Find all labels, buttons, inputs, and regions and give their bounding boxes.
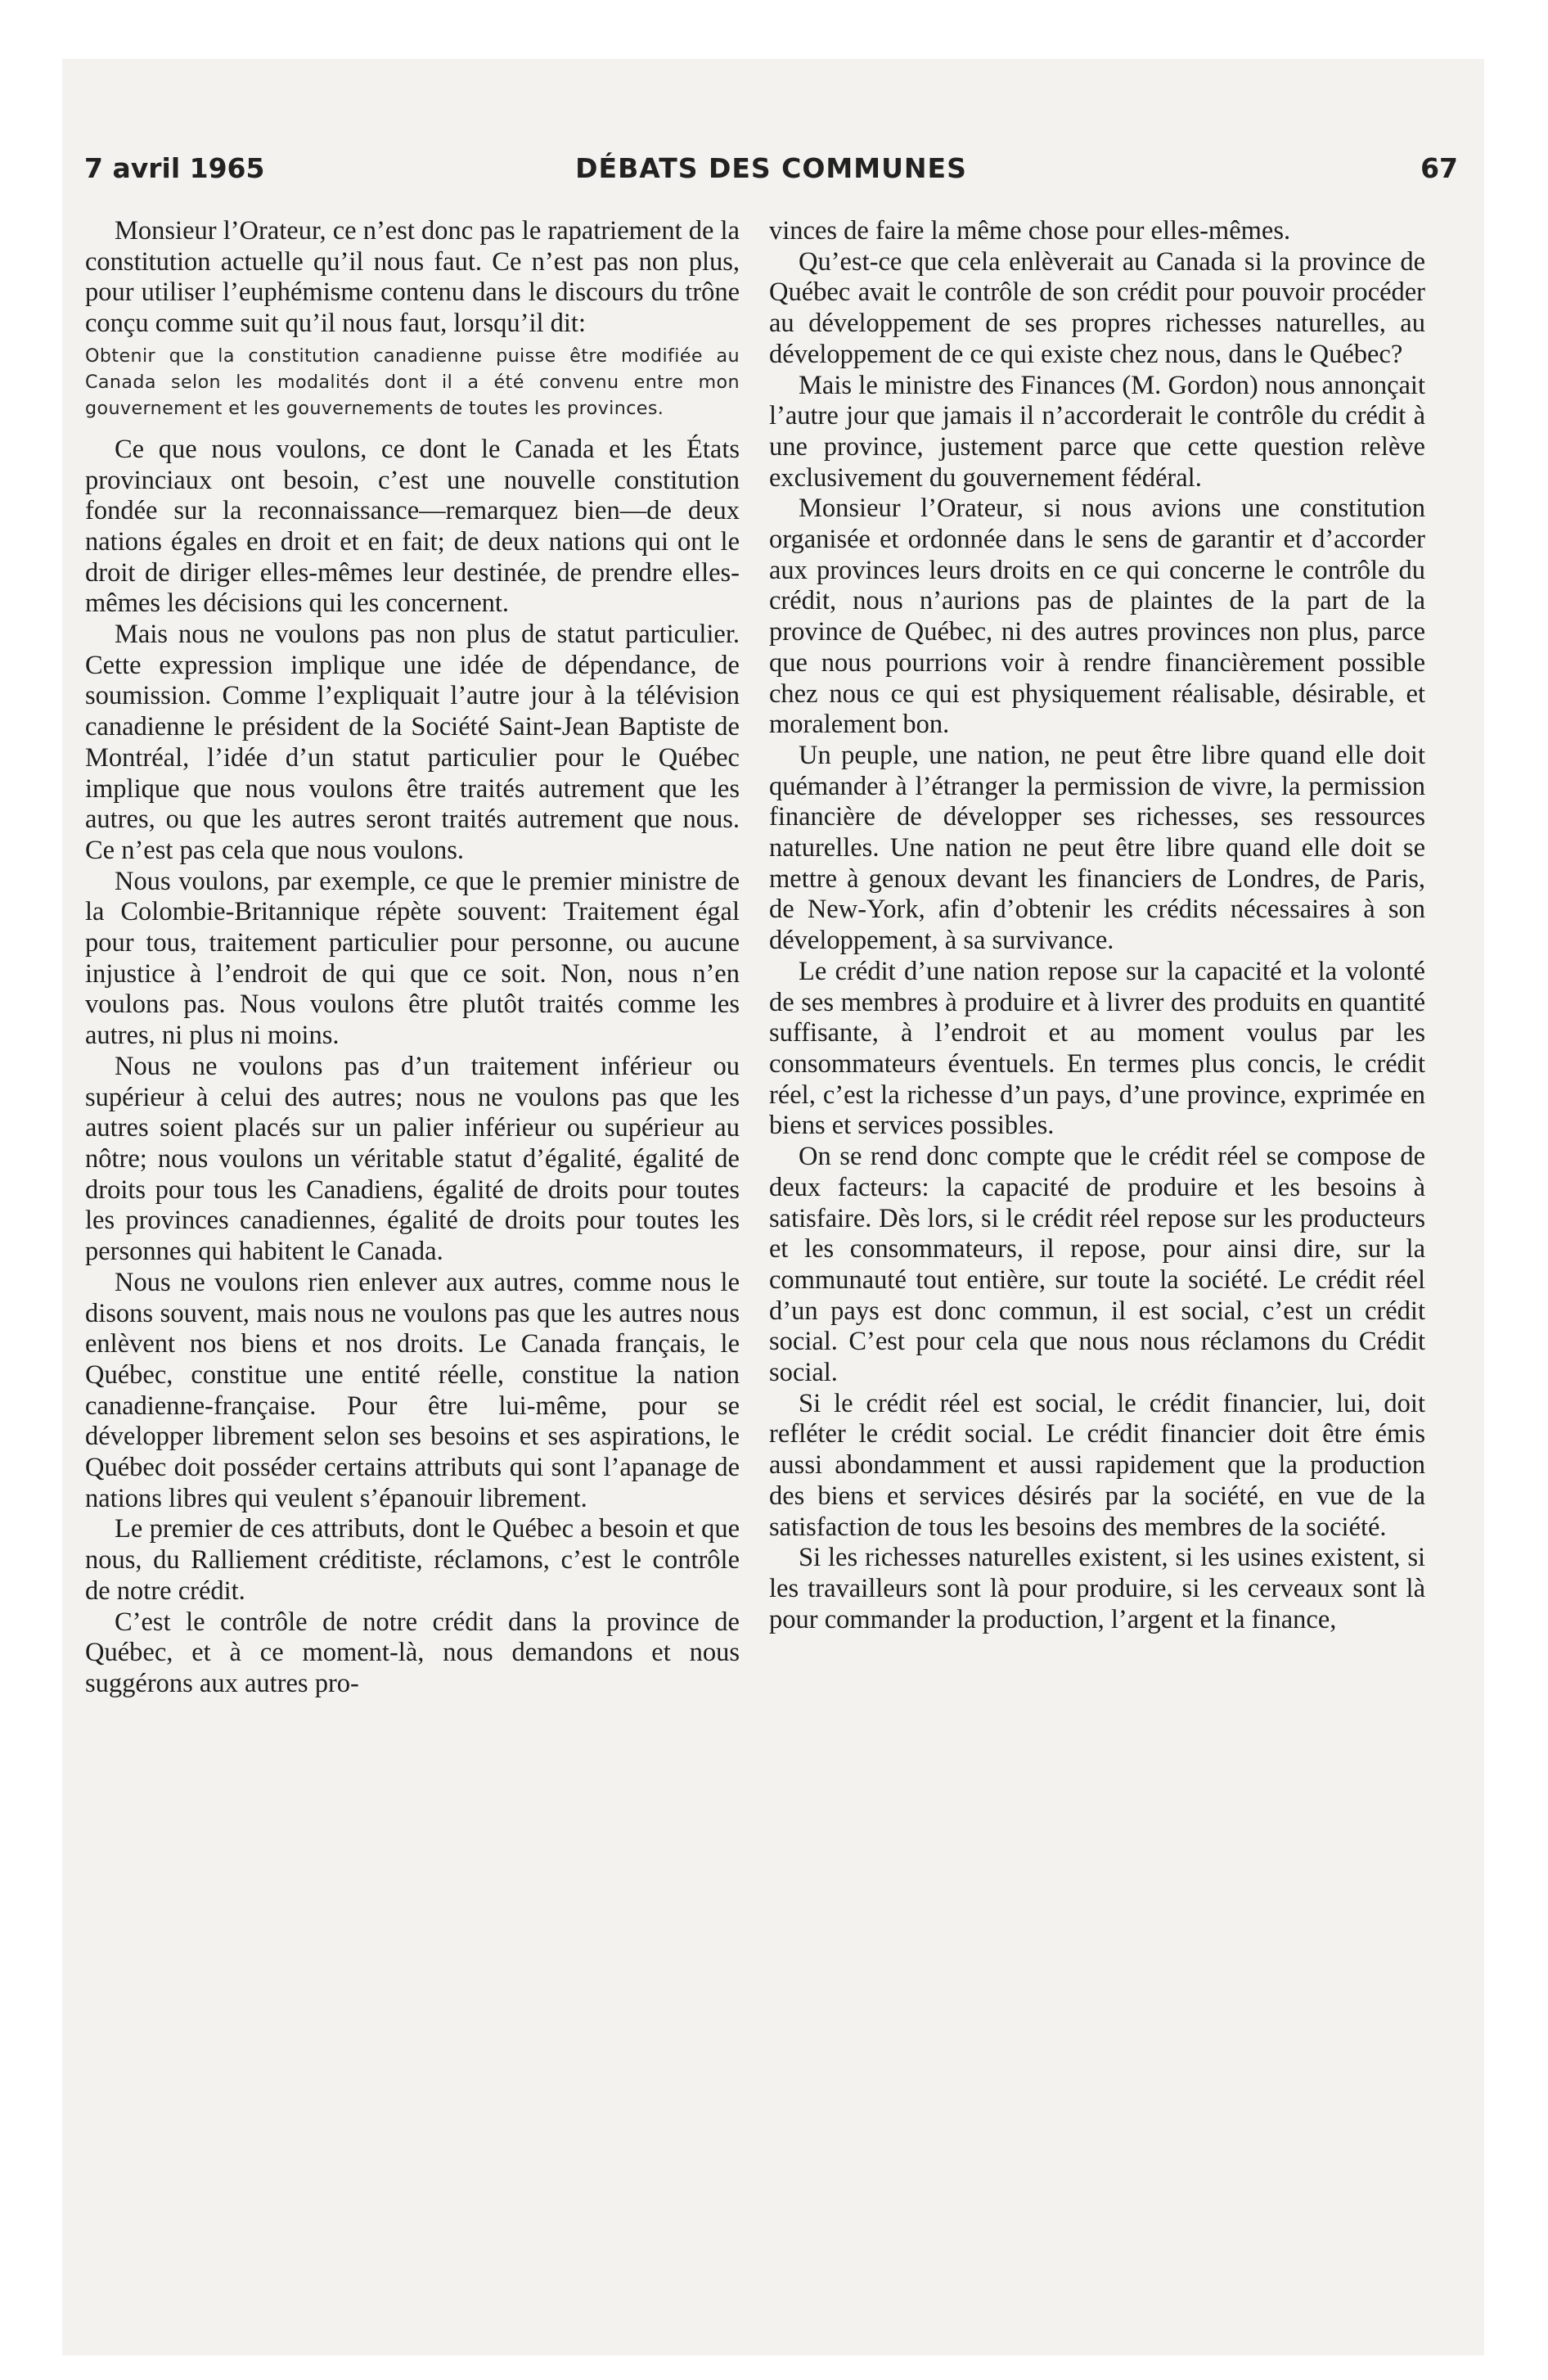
paragraph: Monsieur l’Orateur, ce n’est donc pas le rapatriement de la constitution actuelle qu’il nous faut. Ce n’est pas non plus, pour utiliser l’euphémisme contenu dans le discours du trône conçu comme suit qu’il nous faut, lorsqu’il dit:	[85, 216, 740, 339]
right-column	[769, 216, 1425, 1635]
paragraph: C’est le contrôle de notre crédit dans la province de Québec, et à ce moment-là, nous demandons et nous suggérons aux autres pro-	[85, 1607, 740, 1698]
paragraph: Le crédit d’une nation repose sur la capacité et la volonté de ses membres à produire et à livrer des produits en quantité suffisante, à l’endroit et au moment voulus par les consommateurs éventuels. En termes plus concis, le crédit réel, c’est la richesse d’un pays, d’une province, exprimée en biens et services possibles.	[769, 956, 1425, 1141]
paragraph: Ce que nous voulons, ce dont le Canada et les États provinciaux ont besoin, c’est une nouvelle constitution fondée sur la reconnaissance—remarquez bien—de deux nations égales en droit et en fait; de deux nations qui ont le droit de diriger elles-mêmes leur destinée, de prendre elles-mêmes les décisions qui les concernent.	[85, 434, 740, 619]
paragraph: Qu’est-ce que cela enlèverait au Canada si la province de Québec avait le contrôle de son crédit pour pouvoir procéder au développement de ses propres richesses naturelles, au développement de ce qui existe chez nous, dans le Québec?	[769, 246, 1425, 369]
paragraph-continuation: vinces de faire la même chose pour elles-mêmes.	[769, 216, 1291, 246]
paragraph: On se rend donc compte que le crédit réel se compose de deux facteurs: la capacité de produire et les besoins à satisfaire. Dès lors, si le crédit réel repose sur les producteurs et les consommateurs, il repose, pour ainsi dire, sur la communauté tout entière, sur toute la société. Le crédit réel d’un pays est donc commun, il est social, c’est un crédit social. C’est pour cela que nous nous réclamons du Crédit social.	[769, 1142, 1425, 1388]
paragraph: Nous ne voulons rien enlever aux autres, comme nous le disons souvent, mais nous ne voulons pas que les autres nous enlèvent nos biens et nos droits. Le Canada français, le Québec, constitue une entité réelle, constitue la nation canadienne-française. Pour être lui-même, pour se développer librement selon ses besoins et ses aspirations, le Québec doit posséder certains attributs qui sont l’apanage de nations libres qui veulent s’épanouir librement.	[85, 1267, 740, 1513]
throne-speech-quote: Obtenir que la constitution canadienne puisse être modifiée au Canada selon les modalités dont il a été convenu entre mon gouvernement et les gouvernements de toutes les provinces.	[85, 345, 740, 419]
paragraph: Nous voulons, par exemple, ce que le premier ministre de la Colombie-Britannique répète souvent: Traitement égal pour tous, traitement particulier pour personne, ou aucune injustice à l’endroit de qui que ce soit. Non, nous n’en voulons pas. Nous voulons être plutôt traités comme les autres, ni plus ni moins.	[85, 866, 740, 1051]
paragraph: Le premier de ces attributs, dont le Québec a besoin et que nous, du Ralliement créditiste, réclamons, c’est le contrôle de notre crédit.	[85, 1514, 740, 1606]
paragraph: Monsieur l’Orateur, si nous avions une constitution organisée et ordonnée dans le sens de garantir et d’accorder aux provinces leurs droits en ce qui concerne le contrôle du crédit, nous n’aurions pas de plaintes de la part de la province de Québec, ni des autres provinces non plus, parce que nous pourrions voir à rendre financièrement possible chez nous ce qui est physiquement réalisable, désirable, et moralement bon.	[769, 494, 1425, 740]
page-number: 67	[1420, 152, 1458, 184]
paragraph: Mais nous ne voulons pas non plus de statut particulier. Cette expression implique une idée de dépendance, de soumission. Comme l’expliquait l’autre jour à la télévision canadienne le président de la Société Saint-Jean Baptiste de Montréal, l’idée d’un statut particulier pour le Québec implique que nous voulons être traités autrement que les autres, ou que les autres seront traités autrement que nous. Ce n’est pas cela que nous voulons.	[85, 620, 740, 865]
left-column	[85, 216, 740, 1700]
page-header	[84, 152, 1458, 193]
paragraph: Nous ne voulons pas d’un traitement inférieur ou supérieur à celui des autres; nous ne voulons pas que les autres soient placés sur un palier inférieur ou supérieur au nôtre; nous voulons un véritable statut d’égalité, égalité de droits pour tous les Canadiens, égalité de droits pour toutes les provinces canadiennes, égalité de droits pour toutes les personnes qui habitent le Canada.	[85, 1051, 740, 1267]
header-title: DÉBATS DES COMMUNES	[575, 152, 967, 184]
paragraph: Mais le ministre des Finances (M. Gordon) nous annonçait l’autre jour que jamais il n’accorderait le contrôle du crédit à une province, justement parce que cette question relève exclusivement du gouvernement fédéral.	[769, 370, 1425, 493]
paragraph: Un peuple, une nation, ne peut être libre quand elle doit quémander à l’étranger la permission de vivre, la permission financière de développer ses richesses, ses ressources naturelles. Une nation ne peut être libre quand elle doit se mettre à genoux devant les financiers de Londres, de Paris, de New-York, afin d’obtenir les crédits nécessaires à son développement, à sa survivance.	[769, 740, 1425, 956]
header-date: 7 avril 1965	[84, 152, 265, 184]
paragraph: Si les richesses naturelles existent, si les usines existent, si les travailleurs sont là pour produire, si les cerveaux sont là pour commander la production, l’argent et la finance,	[769, 1543, 1425, 1634]
paragraph: Si le crédit réel est social, le crédit financier, lui, doit refléter le crédit social. Le crédit financier doit être émis aussi abondamment et aussi rapidement que la production des biens et services désirés par la société, en vue de la satisfaction de tous les besoins des membres de la société.	[769, 1388, 1425, 1542]
